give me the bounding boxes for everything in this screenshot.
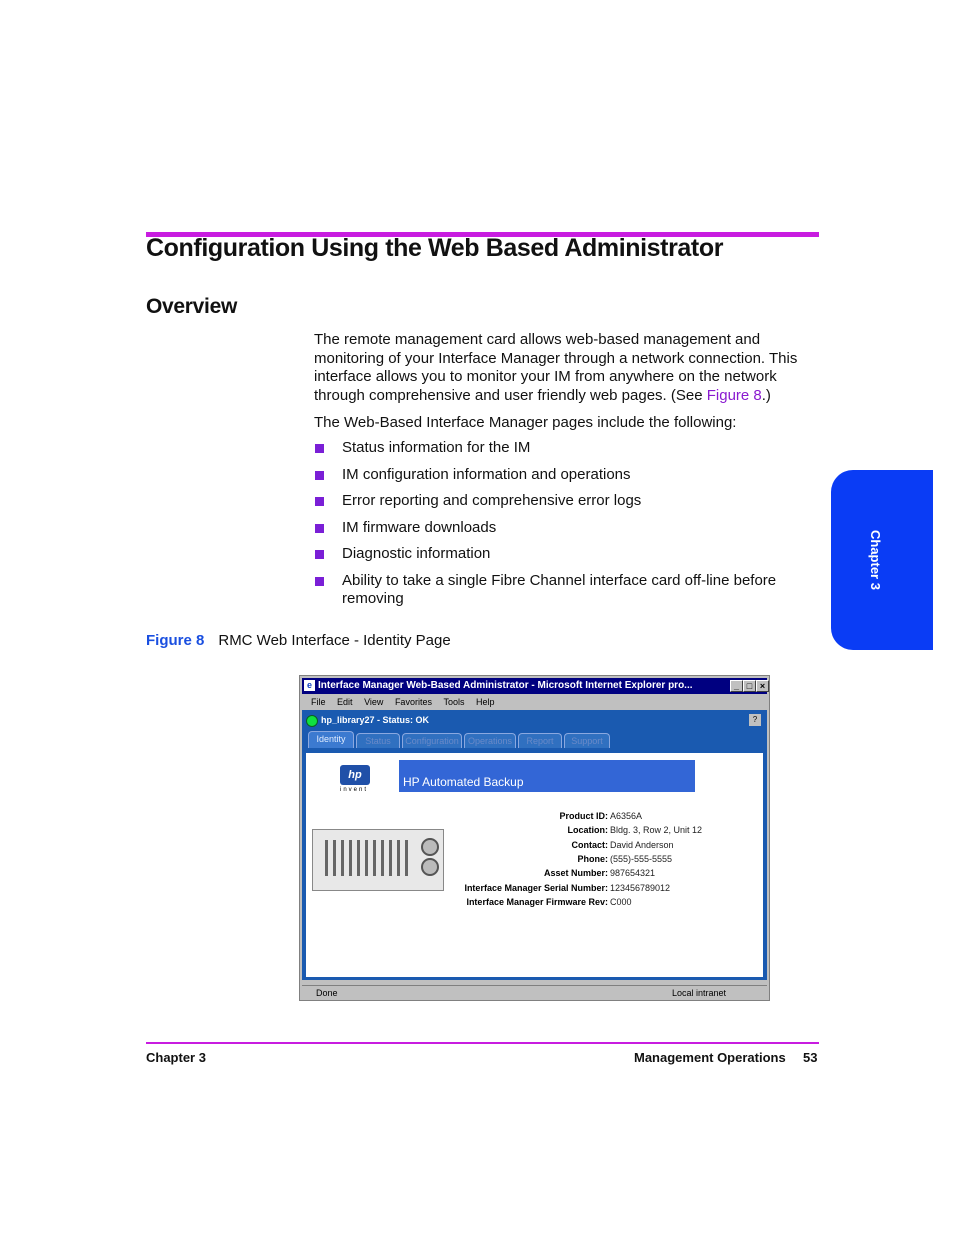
tab-identity[interactable]: Identity (308, 731, 354, 748)
device-status: hp_library27 - Status: OK (306, 713, 429, 727)
intro-text: The remote management card allows web-based management and monitoring of your Interface Manager through a network connection. This interface allows you to monitor your IM from anywhere on the network through comprehensive and user friendly web pages. (See (314, 331, 798, 404)
maximize-icon[interactable]: □ (743, 680, 756, 692)
list-item: IM configuration information and operations (314, 466, 819, 485)
statusbar-zone: Local intranet (672, 988, 727, 998)
field-value: C000 (610, 896, 632, 907)
identity-page (306, 753, 763, 977)
window-title: Interface Manager Web-Based Administrator - Microsoft Internet Explorer pro... (318, 680, 693, 691)
field-label: Location: (567, 825, 608, 836)
figure-caption-text: RMC Web Interface - Identity Page (218, 632, 451, 649)
admin-frame (302, 710, 767, 980)
tab-status[interactable]: Status (356, 733, 400, 748)
bullet-icon (315, 497, 324, 506)
field-value: 987654321 (610, 868, 656, 879)
status-ok-icon (306, 715, 318, 727)
tab-operations[interactable]: Operations (464, 733, 516, 748)
ie-icon: e (304, 680, 315, 691)
intro-text-end: .) (761, 386, 771, 404)
tab-support[interactable]: Support (564, 733, 610, 748)
page-number: 53 (803, 1050, 818, 1065)
footer-rule (146, 1042, 819, 1044)
field-label: Interface Manager Firmware Rev: (466, 896, 608, 907)
close-icon[interactable]: × (756, 680, 769, 692)
window-titlebar (302, 678, 767, 694)
field-value: (555)-555-5555 (610, 853, 673, 864)
list-item: Ability to take a single Fibre Channel interface card off-line before removing (314, 572, 819, 609)
list-item: IM firmware downloads (314, 519, 819, 538)
field-label: Interface Manager Serial Number: (464, 882, 608, 893)
figure-number: Figure 8 (146, 632, 205, 649)
tab-configuration[interactable]: Configuration (402, 733, 462, 748)
menu-favorites[interactable]: Favorites (394, 697, 432, 707)
field-label: Phone: (577, 853, 608, 864)
field-value: Bldg. 3, Row 2, Unit 12 (610, 825, 703, 836)
hp-logo: hp (340, 765, 370, 785)
list-item: Diagnostic information (314, 545, 819, 564)
help-icon[interactable]: ? (749, 714, 761, 726)
chapter-side-tab: Chapter 3 (831, 470, 933, 650)
feature-list (314, 439, 819, 617)
menu-tools[interactable]: Tools (443, 697, 465, 707)
list-item: Status information for the IM (314, 439, 819, 458)
field-label: Contact: (571, 839, 608, 850)
figure-caption (146, 632, 451, 649)
page-title: Configuration Using the Web Based Administrator (146, 234, 724, 262)
bullet-icon (315, 524, 324, 533)
footer-section: Management Operations (634, 1050, 786, 1065)
field-label: Asset Number: (543, 868, 608, 879)
field-value: A6356A (610, 811, 643, 821)
menu-file[interactable]: File (311, 697, 326, 707)
section-title: Overview (146, 295, 237, 318)
browser-screenshot (299, 675, 770, 1001)
bullet-icon (315, 550, 324, 559)
menu-view[interactable]: View (364, 697, 384, 707)
menu-edit[interactable]: Edit (337, 697, 353, 707)
hp-logo-tagline: invent (340, 787, 369, 793)
bullet-icon (315, 471, 324, 480)
minimize-icon[interactable]: _ (730, 680, 743, 692)
field-value: 123456789012 (610, 882, 671, 893)
list-intro: The Web-Based Interface Manager pages include the following: (314, 414, 737, 431)
tab-report[interactable]: Report (518, 733, 562, 748)
product-banner: HP Automated Backup (399, 760, 695, 792)
bullet-icon (315, 577, 324, 586)
footer-chapter: Chapter 3 (146, 1050, 206, 1065)
bullet-icon (315, 444, 324, 453)
menu-help[interactable]: Help (476, 697, 495, 707)
menu-bar (302, 695, 767, 709)
intro-paragraph (314, 331, 819, 405)
figure-link[interactable]: Figure 8 (706, 386, 762, 404)
list-item: Error reporting and comprehensive error logs (314, 492, 819, 511)
field-value: David Anderson (610, 839, 674, 850)
statusbar-done: Done (316, 988, 338, 998)
field-label: Product ID: (559, 811, 608, 821)
browser-statusbar (302, 985, 767, 1000)
